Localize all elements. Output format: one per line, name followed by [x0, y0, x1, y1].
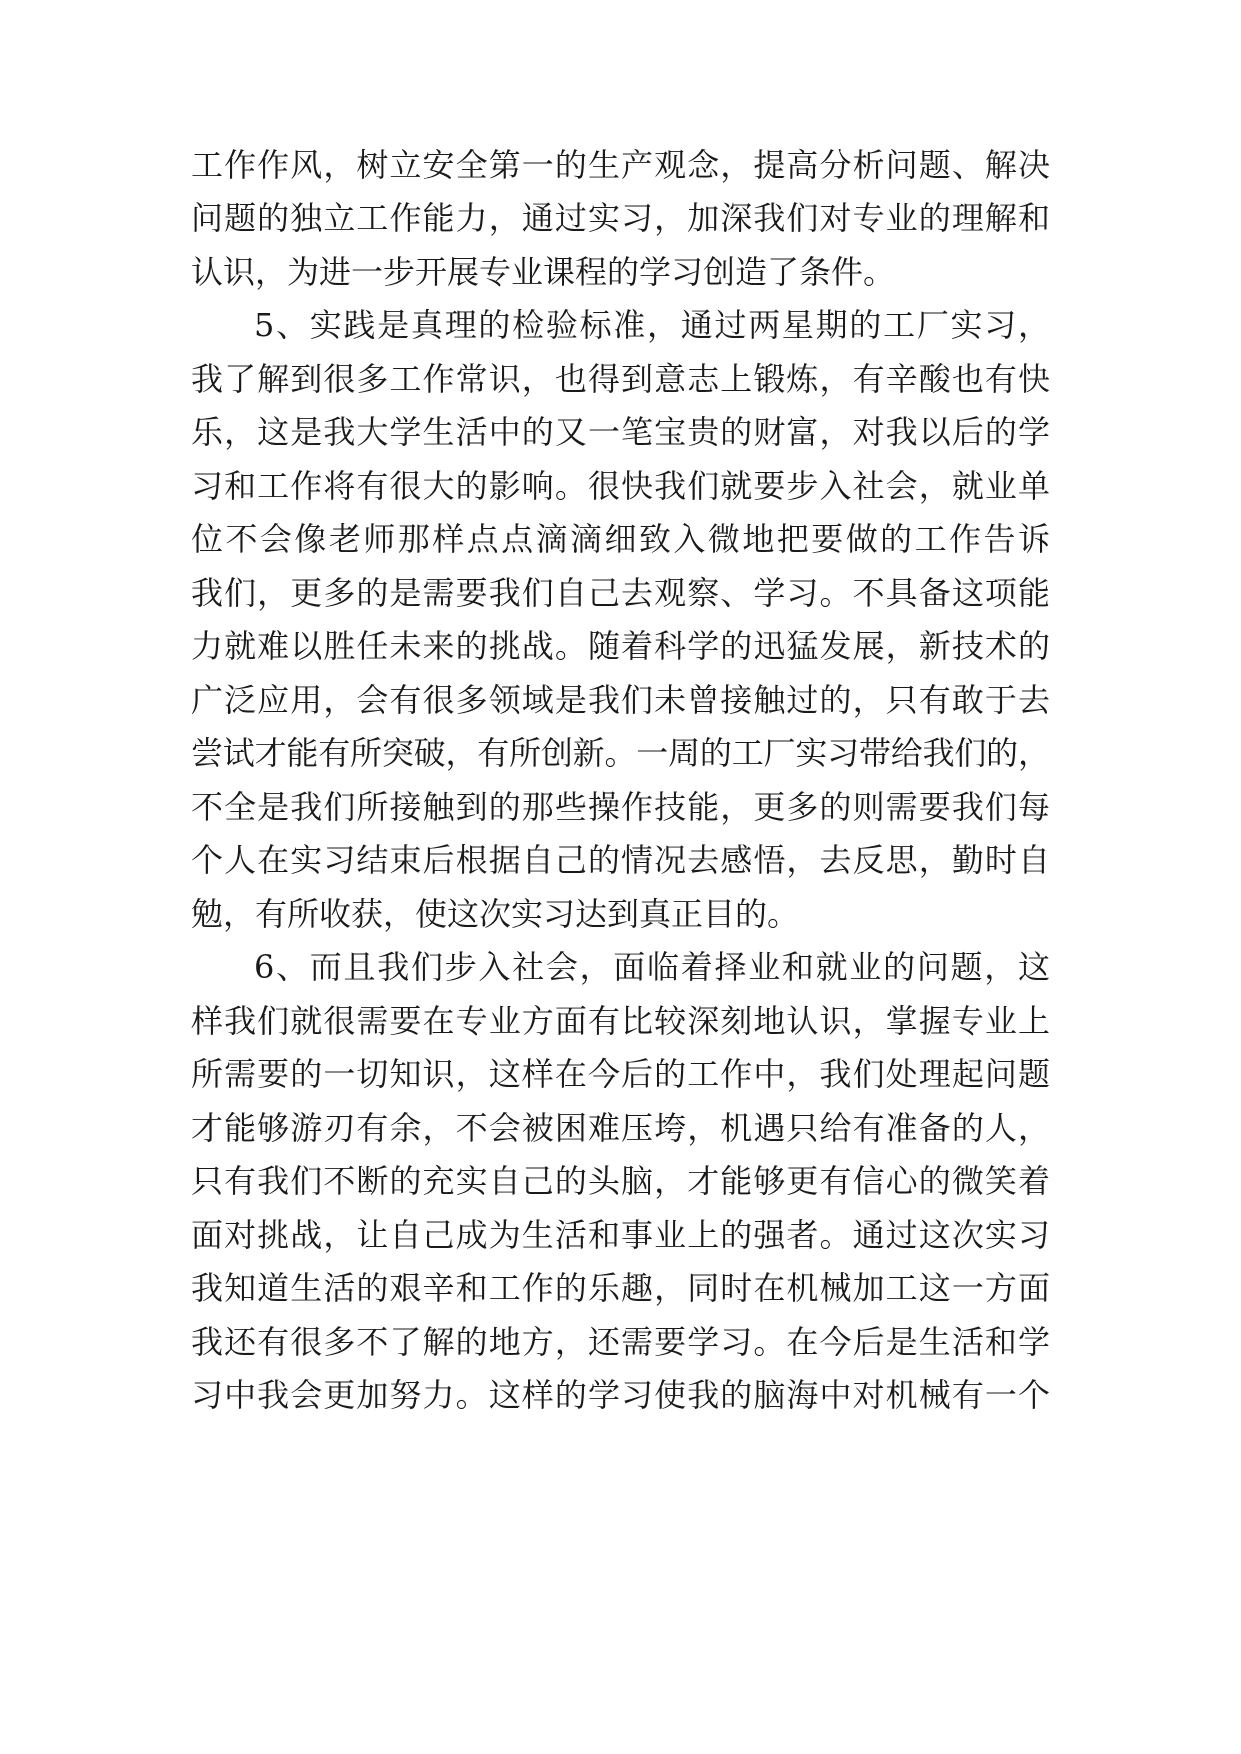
text-line: 样我们就很需要在专业方面有比较深刻地认识，掌握专业上: [191, 1002, 1052, 1040]
text-line: 尝试才能有所突破，有所创新。一周的工厂实习带给我们的，: [191, 734, 1050, 772]
text-line: 位不会像老师那样点点滴滴细致入微地把要做的工作告诉: [191, 520, 1053, 558]
text-line: 我了解到很多工作常识，也得到意志上锻炼，有辛酸也有快: [191, 360, 1052, 398]
text-line: 个人在实习结束后根据自己的情况去感悟，去反思，勤时自: [191, 841, 1052, 879]
text-line: 力就难以胜任未来的挑战。随着科学的迅猛发展，新技术的: [191, 627, 1052, 665]
paragraph-5-start: 5、实践是真理的检验标准，通过两星期的工厂实习，: [254, 306, 1052, 344]
text-line: 我知道生活的艰辛和工作的乐趣，同时在机械加工这一方面: [191, 1269, 1052, 1307]
text-line: 我还有很多不了解的地方，还需要学习。在今后是生活和学: [191, 1323, 1052, 1361]
text-line: 面对挑战，让自己成为生活和事业上的强者。通过这次实习: [191, 1216, 1052, 1254]
text-line: 习中我会更加努力。这样的学习使我的脑海中对机械有一个: [191, 1376, 1052, 1414]
text-line: 问题的独立工作能力，通过实习，加深我们对专业的理解和: [191, 199, 1052, 237]
text-line: 广泛应用，会有很多领域是我们未曾接触过的，只有敢于去: [191, 681, 1052, 719]
paragraph-6-start: 6、而且我们步入社会，面临着择业和就业的问题，这: [254, 948, 1052, 986]
text-line: 才能够游刃有余，不会被困难压垮，机遇只给有准备的人，: [191, 1109, 1052, 1147]
text-line: 乐，这是我大学生活中的又一笔宝贵的财富，对我以后的学: [191, 413, 1052, 451]
text-line: 习和工作将有很大的影响。很快我们就要步入社会，就业单: [191, 467, 1052, 505]
text-line: 工作作风，树立安全第一的生产观念，提高分析问题、解决: [191, 146, 1052, 184]
text-line: 我们，更多的是需要我们自己去观察、学习。不具备这项能: [191, 574, 1052, 612]
text-line: 不全是我们所接触到的那些操作技能，更多的则需要我们每: [191, 788, 1052, 826]
text-line: 所需要的一切知识，这样在今后的工作中，我们处理起问题: [191, 1055, 1052, 1093]
text-line: 勉，有所收获，使这次实习达到真正目的。: [191, 895, 800, 933]
text-line: 认识，为进一步开展专业课程的学习创造了条件。: [191, 253, 896, 291]
text-line: 只有我们不断的充实自己的头脑，才能够更有信心的微笑着: [191, 1162, 1052, 1200]
